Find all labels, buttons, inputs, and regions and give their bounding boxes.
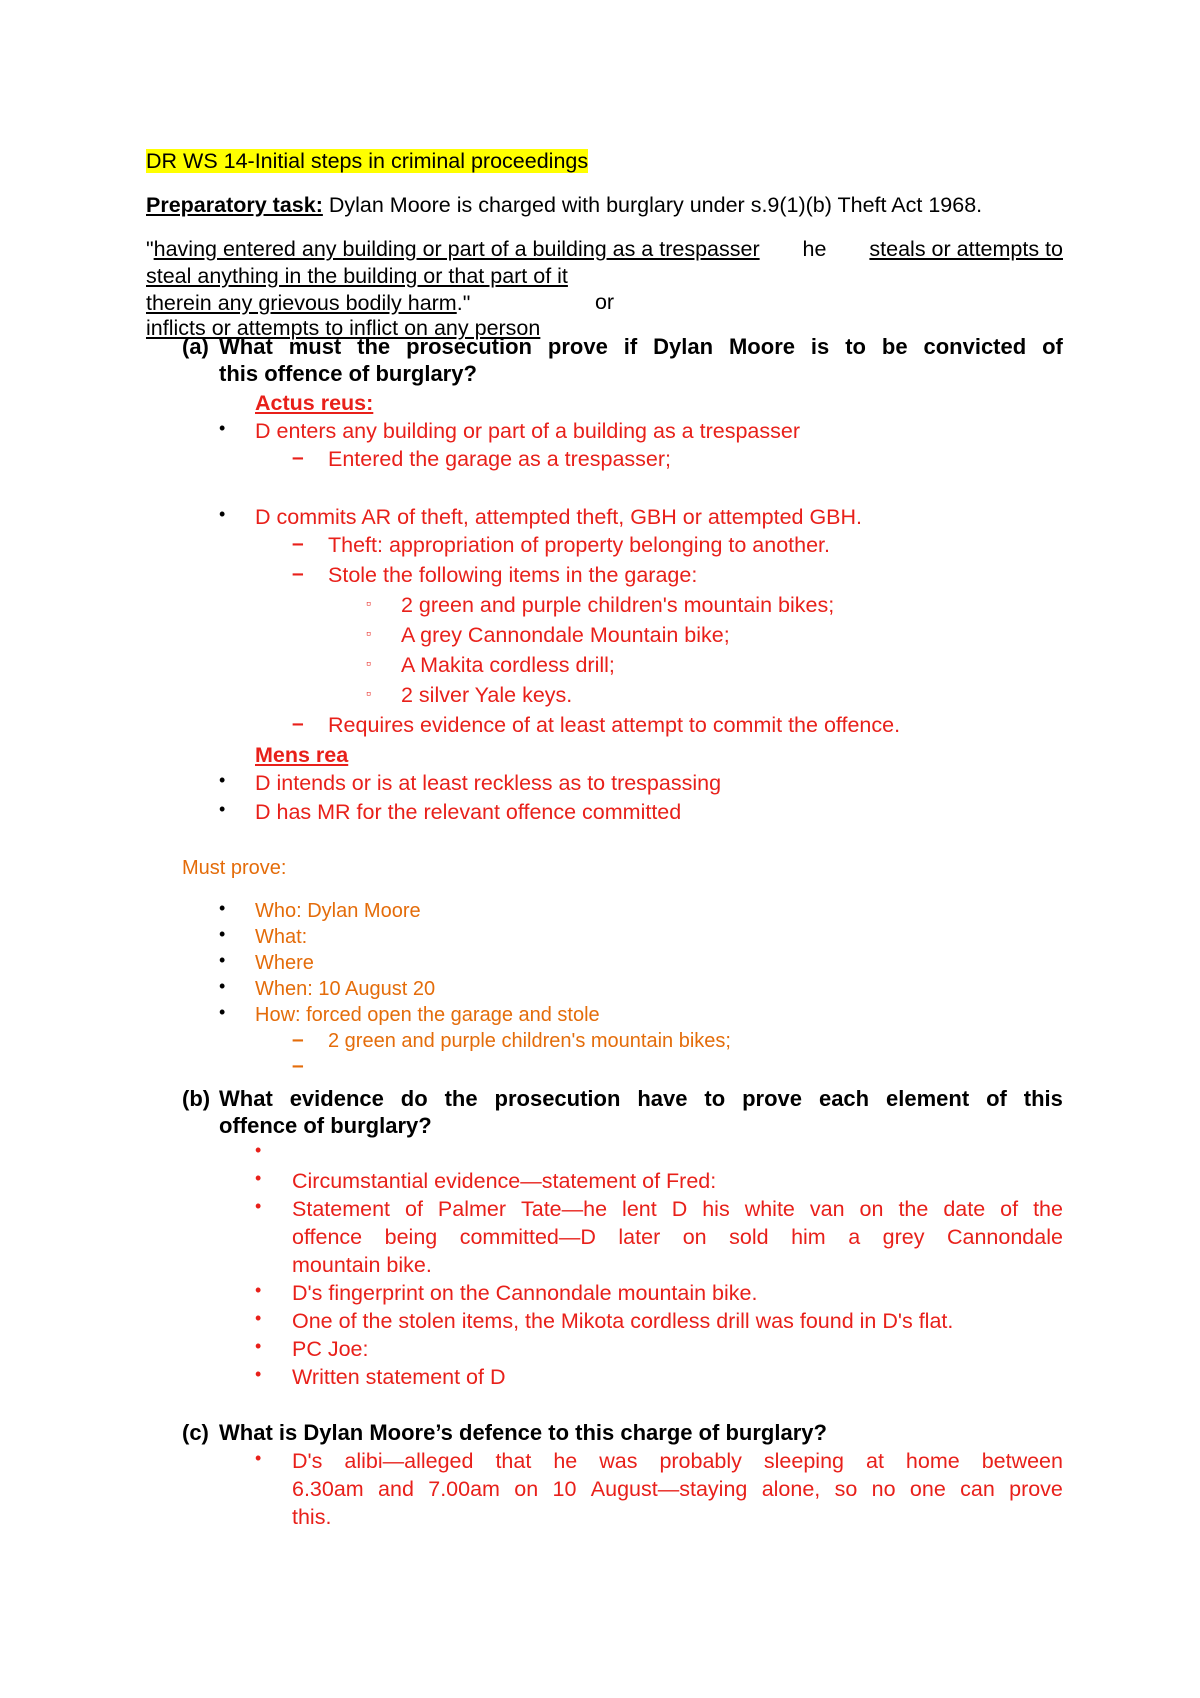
question-b-line1: What evidence do the prosecution have to prove each element of this xyxy=(219,1086,1063,1111)
bullet-icon: • xyxy=(255,1140,262,1160)
square-bullet-icon: ▫ xyxy=(366,685,371,701)
defence-item-cont: 6.30am and 7.00am on 10 August—staying alone, so no one can prove xyxy=(292,1477,1063,1501)
defence-item: D's alibi—alleged that he was probably sleeping at home between xyxy=(292,1449,1063,1473)
must-prove-item: What: xyxy=(255,926,308,948)
bullet-icon: • xyxy=(219,799,226,819)
mr-item-2: D has MR for the relevant offence committed xyxy=(255,800,682,824)
ar-item-2-sub1: Theft: appropriation of property belonging to another. xyxy=(328,533,831,557)
bullet-icon: • xyxy=(219,950,226,970)
must-prove-sub: 2 green and purple children's mountain bikes; xyxy=(328,1030,731,1052)
question-a-line2: this offence of burglary? xyxy=(219,361,477,386)
title-highlight: DR WS 14-Initial steps in criminal proceedings xyxy=(146,149,589,173)
quote-line-1: "having entered any building or part of a building as a trespasser he steals or attempts to xyxy=(146,237,1063,261)
mens-rea-heading: Mens rea xyxy=(255,743,349,767)
preparatory-label: Preparatory task: xyxy=(146,193,323,217)
document-title xyxy=(146,148,588,174)
must-prove-item: Who: Dylan Moore xyxy=(255,900,421,922)
bullet-icon: • xyxy=(255,1280,262,1300)
preparatory-task xyxy=(146,192,982,218)
bullet-icon: • xyxy=(219,924,226,944)
bullet-icon: • xyxy=(255,1308,262,1328)
question-b-line2: offence of burglary? xyxy=(219,1113,432,1138)
question-a-label: (a) xyxy=(182,334,209,359)
dash-icon: – xyxy=(292,562,304,585)
bullet-icon: • xyxy=(255,1168,262,1188)
evidence-item: One of the stolen items, the Mikota cordless drill was found in D's flat. xyxy=(292,1309,954,1333)
quote-u3a: inflicts or attempts to inflict on any person xyxy=(146,316,541,340)
ar-item-1-sub: Entered the garage as a trespasser; xyxy=(328,447,672,471)
evidence-item: Circumstantial evidence—statement of Fred: xyxy=(292,1169,717,1193)
stolen-item: A Makita cordless drill; xyxy=(401,653,615,677)
square-bullet-icon: ▫ xyxy=(366,625,371,641)
evidence-item: PC Joe: xyxy=(292,1337,369,1361)
ar-item-2-sub3: Requires evidence of at least attempt to commit the offence. xyxy=(328,713,901,737)
must-prove-item: How: forced open the garage and stole xyxy=(255,1004,600,1026)
dash-icon: – xyxy=(292,712,304,735)
evidence-item: D's fingerprint on the Cannondale mountain bike. xyxy=(292,1281,758,1305)
bullet-icon: • xyxy=(255,1336,262,1356)
question-c-line1: What is Dylan Moore’s defence to this charge of burglary? xyxy=(219,1420,827,1445)
bullet-icon: • xyxy=(219,418,226,438)
dash-icon: – xyxy=(292,1054,304,1077)
ar-item-1: D enters any building or part of a building as a trespasser xyxy=(255,419,800,443)
mr-item-1: D intends or is at least reckless as to trespassing xyxy=(255,771,722,795)
evidence-item: Statement of Palmer Tate—he lent D his white van on the date of the xyxy=(292,1197,1063,1221)
dash-icon: – xyxy=(292,1028,304,1051)
preparatory-text: Dylan Moore is charged with burglary under s.9(1)(b) Theft Act 1968. xyxy=(322,193,983,217)
evidence-item-cont: mountain bike. xyxy=(292,1253,432,1277)
quote-u3b: therein any grievous bodily harm xyxy=(146,291,457,315)
stolen-item: 2 green and purple children's mountain bikes; xyxy=(401,593,835,617)
dash-icon: – xyxy=(292,446,304,469)
must-prove-item: When: 10 August 20 xyxy=(255,978,436,1000)
question-a-line1: What must the prosecution prove if Dylan Moore is to be convicted of xyxy=(219,334,1063,359)
square-bullet-icon: ▫ xyxy=(366,655,371,671)
stolen-item: 2 silver Yale keys. xyxy=(401,683,573,707)
square-bullet-icon: ▫ xyxy=(366,595,371,611)
ar-item-2-sub2: Stole the following items in the garage: xyxy=(328,563,698,587)
bullet-icon: • xyxy=(219,976,226,996)
question-c-label: (c) xyxy=(182,1420,209,1445)
bullet-icon: • xyxy=(219,1002,226,1022)
bullet-icon: • xyxy=(255,1364,262,1384)
actus-reus-heading: Actus reus: xyxy=(255,391,374,415)
stolen-item: A grey Cannondale Mountain bike; xyxy=(401,623,730,647)
dash-icon: – xyxy=(292,532,304,555)
bullet-icon: • xyxy=(255,1196,262,1216)
quote-u2b: steal anything in the building or that part of it xyxy=(146,264,568,288)
quote-u2a: steals or attempts to xyxy=(869,237,1063,261)
quote-line-2: steal anything in the building or that part of it or inflicts or attempts to inflict on any person xyxy=(146,264,615,340)
ar-item-2: D commits AR of theft, attempted theft, GBH or attempted GBH. xyxy=(255,505,863,529)
bullet-icon: • xyxy=(219,770,226,790)
bullet-icon: • xyxy=(219,504,226,524)
must-prove-heading: Must prove: xyxy=(182,857,287,879)
must-prove-item: Where xyxy=(255,952,314,974)
question-b-label: (b) xyxy=(182,1086,211,1111)
evidence-item: Written statement of D xyxy=(292,1365,506,1389)
bullet-icon: • xyxy=(219,898,226,918)
quote-line-3: therein any grievous bodily harm." xyxy=(146,291,471,315)
bullet-icon: • xyxy=(255,1448,262,1468)
defence-item-cont: this. xyxy=(292,1505,332,1529)
evidence-item-cont: offence being committed—D later on sold him a grey Cannondale xyxy=(292,1225,1063,1249)
quote-u1: having entered any building or part of a building as a trespasser xyxy=(153,237,760,261)
